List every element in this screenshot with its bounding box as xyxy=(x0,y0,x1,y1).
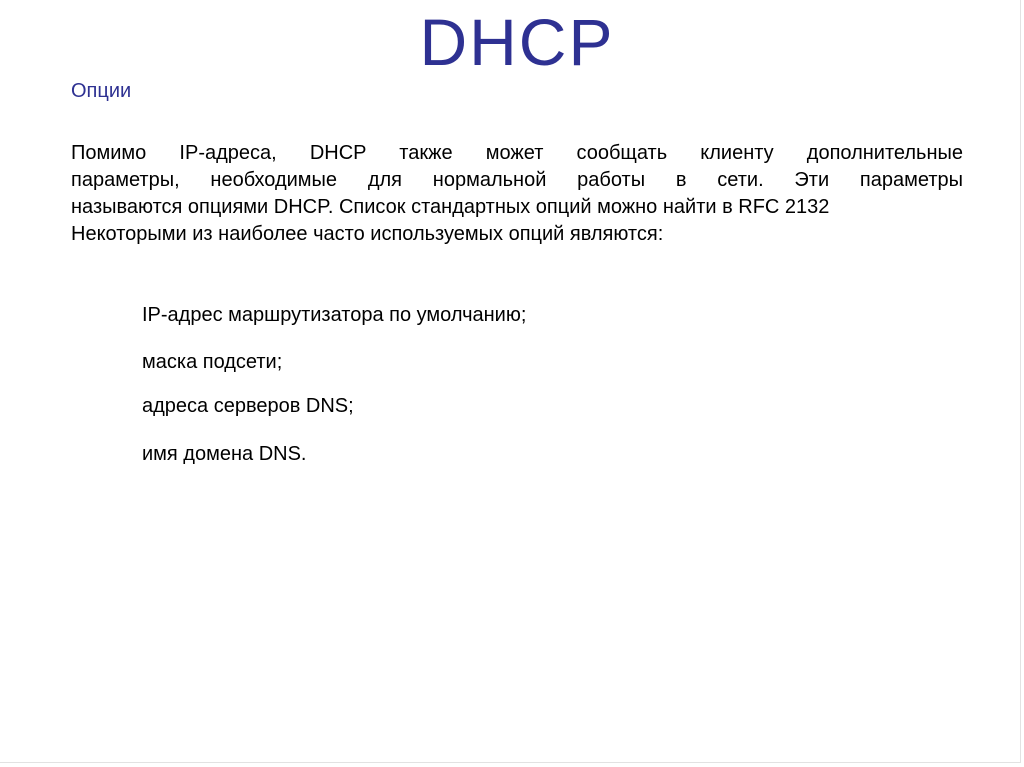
option-dns-servers: адреса серверов DNS; xyxy=(142,395,354,417)
option-dns-domain-name: имя домена DNS. xyxy=(142,443,307,465)
paragraph-line: параметры, необходимые для нормальной работы в сети. Эти параметры xyxy=(71,169,963,191)
body-paragraph xyxy=(71,140,963,248)
paragraph-line: Помимо IP-адреса, DHCP также может сообщать клиенту дополнительные xyxy=(71,142,963,164)
paragraph-line: Некоторыми из наиболее часто используемых опций являются: xyxy=(71,223,664,245)
option-default-router: IP-адрес маршрутизатора по умолчанию; xyxy=(142,304,527,326)
slide-title: DHCP xyxy=(419,5,615,79)
option-subnet-mask: маска подсети; xyxy=(142,351,283,373)
slide-subtitle: Опции xyxy=(71,80,132,102)
paragraph-line: называются опциями DHCP. Список стандартных опций можно найти в RFC 2132 xyxy=(71,196,830,218)
